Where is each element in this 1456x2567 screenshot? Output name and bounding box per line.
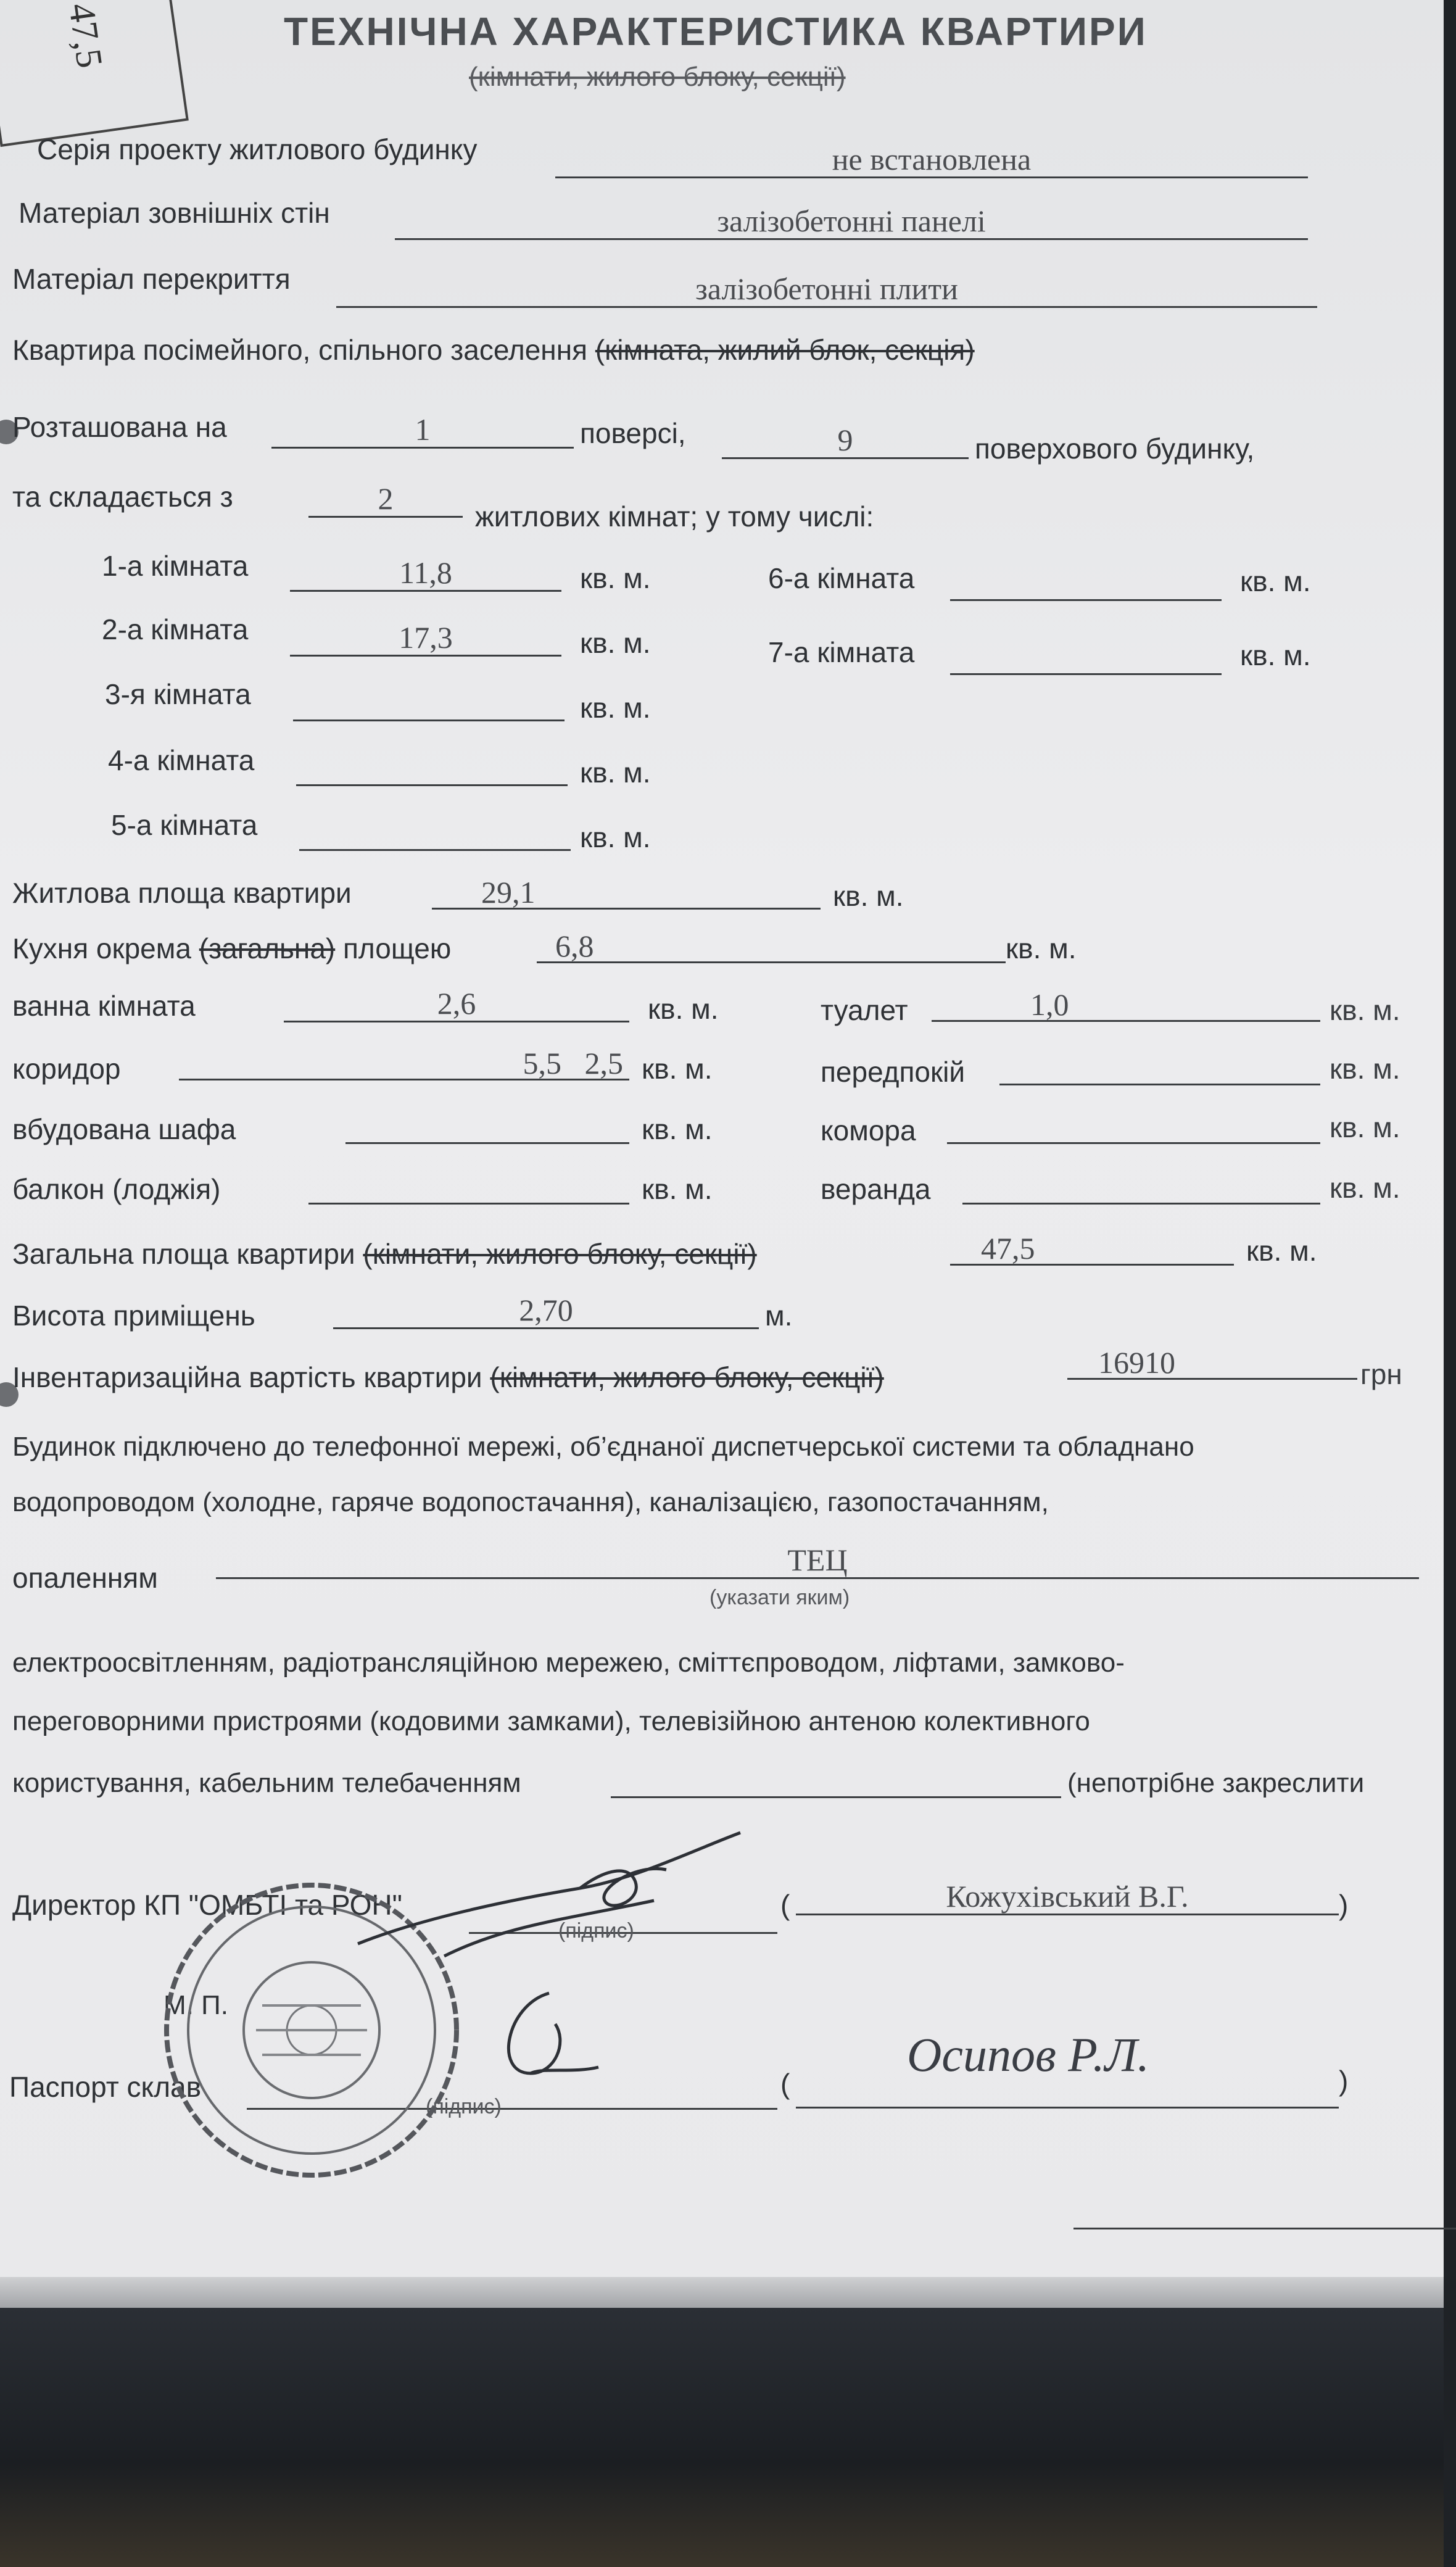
seal-place-label: М. П. xyxy=(163,1990,228,2020)
room-3-label: 3-я кімната xyxy=(105,678,251,710)
room-7-unit: кв. м. xyxy=(1240,639,1311,671)
toilet-label: туалет xyxy=(821,994,908,1026)
living-area-label: Житлова площа квартири xyxy=(12,877,352,909)
kitchen-label xyxy=(12,932,451,965)
director-sign-hint: (підпис) xyxy=(558,1919,634,1943)
kitchen-value: 6,8 xyxy=(537,929,1006,963)
heating-label: опаленням xyxy=(12,1562,158,1594)
room-1-label: 1-а кімната xyxy=(102,550,249,582)
utilities-line-4: електроосвітленням, радіотрансляційною мережею, сміттєпроводом, ліфтами, замково- xyxy=(12,1648,1125,1678)
compiler-paren-close: ) xyxy=(1339,2065,1349,2097)
closet-value xyxy=(345,1108,629,1144)
utilities-line-6: користування, кабельним телебаченням xyxy=(12,1768,521,1798)
kitchen-label-struck: (загальна) xyxy=(199,932,336,964)
room-2-label: 2-а кімната xyxy=(102,613,249,645)
compiler-paren-open: ( xyxy=(780,2068,790,2100)
room-3-value xyxy=(293,685,565,721)
inventory-unit: грн xyxy=(1360,1358,1402,1390)
document-subtitle: (кімнати, жилого блоку, секції) xyxy=(469,62,846,92)
director-paren-close: ) xyxy=(1339,1889,1349,1921)
room-7-label: 7-а кімната xyxy=(768,636,915,668)
veranda-label: веранда xyxy=(821,1173,931,1205)
room-4-unit: кв. м. xyxy=(580,757,651,789)
storage-label: комора xyxy=(821,1114,916,1147)
total-area-label-a: Загальна площа квартири xyxy=(12,1238,355,1270)
living-area-unit: кв. м. xyxy=(833,880,904,912)
background-surface xyxy=(0,2308,1444,2567)
located-value: 1 xyxy=(271,412,574,449)
apartment-type-struck: (кімната, жилий блок, секція) xyxy=(595,334,975,366)
veranda-unit: кв. м. xyxy=(1330,1172,1400,1204)
room-5-value xyxy=(299,815,571,851)
floor-value: залізобетонні плити xyxy=(336,272,1317,308)
kitchen-label-a: Кухня окрема xyxy=(12,932,191,964)
walls-value: залізобетонні панелі xyxy=(395,204,1308,240)
bottom-right-line xyxy=(1073,2215,1456,2229)
balcony-unit: кв. м. xyxy=(642,1173,713,1205)
room-6-unit: кв. м. xyxy=(1240,565,1311,597)
toilet-unit: кв. м. xyxy=(1330,994,1400,1026)
corner-stamp-box xyxy=(0,0,189,147)
total-area-label xyxy=(12,1237,757,1271)
room-4-value xyxy=(296,750,568,786)
room-7-value xyxy=(950,639,1222,675)
room-1-unit: кв. м. xyxy=(580,562,651,594)
total-area-unit: кв. м. xyxy=(1246,1235,1317,1267)
corridor-value: 5,5 2,5 xyxy=(179,1046,629,1080)
document-title: ТЕХНІЧНА ХАРАКТЕРИСТИКА КВАРТИРИ xyxy=(284,9,1148,54)
rooms-tail: житлових кімнат; у тому числі: xyxy=(475,500,874,533)
bath-value: 2,6 xyxy=(284,986,629,1022)
closet-label: вбудована шафа xyxy=(12,1113,236,1145)
lobby-unit: кв. м. xyxy=(1330,1053,1400,1085)
compiler-sign-hint: (підпис) xyxy=(426,2095,502,2118)
bath-label: ванна кімната xyxy=(12,990,196,1022)
director-name: Кожухівський В.Г. xyxy=(796,1879,1339,1915)
heating-hint: (указати яким) xyxy=(709,1586,850,1609)
balcony-value xyxy=(308,1168,629,1205)
room-4-label: 4-а кімната xyxy=(108,744,255,776)
apartment-type xyxy=(12,333,975,367)
room-2-unit: кв. м. xyxy=(580,627,651,659)
kitchen-label-c: площею xyxy=(343,932,452,964)
inventory-label-struck: (кімнати, жилого блоку, секції) xyxy=(490,1361,884,1393)
bath-unit: кв. м. xyxy=(648,993,719,1025)
consists-label: та складається з xyxy=(12,481,233,513)
room-5-label: 5-а кімната xyxy=(111,809,258,841)
corridor-label: коридор xyxy=(12,1053,121,1085)
heating-value: ТЕЦ xyxy=(216,1543,1419,1579)
compiler-label: Паспорт склав xyxy=(9,2071,202,2103)
inventory-value: 16910 xyxy=(1067,1345,1357,1380)
room-6-label: 6-а кімната xyxy=(768,562,915,594)
toilet-value: 1,0 xyxy=(932,987,1320,1022)
director-label: Директор КП "ОМБТІ та РОН" xyxy=(12,1889,402,1921)
director-paren-open: ( xyxy=(780,1889,790,1921)
located-label: Розташована на xyxy=(12,411,227,443)
corridor-unit: кв. м. xyxy=(642,1053,713,1085)
room-3-unit: кв. м. xyxy=(580,692,651,724)
utilities-line-1: Будинок підключено до телефонної мережі, об’єднаної диспетчерської системи та обладнано xyxy=(12,1432,1194,1462)
total-area-label-struck: (кімнати, жилого блоку, секції) xyxy=(363,1238,757,1270)
compiler-name: Осипов Р.Л. xyxy=(907,2028,1149,2081)
walls-label: Матеріал зовнішніх стін xyxy=(19,197,330,229)
height-unit: м. xyxy=(765,1300,793,1332)
utilities-line-2: водопроводом (холодне, гаряче водопостачання), каналізацією, газопостачанням, xyxy=(12,1487,1049,1517)
room-6-value xyxy=(950,565,1222,601)
kitchen-unit: кв. м. xyxy=(1006,932,1077,964)
corner-value: 47,5 xyxy=(61,1,111,71)
project-value: не встановлена xyxy=(555,142,1308,178)
cable-tv-blank xyxy=(611,1762,1061,1798)
total-area-value: 47,5 xyxy=(950,1231,1234,1266)
veranda-value xyxy=(962,1168,1320,1205)
floor-word: поверсі, xyxy=(580,417,686,449)
living-area-value: 29,1 xyxy=(432,875,821,910)
compiler-signature-icon xyxy=(481,1981,605,2098)
storeys-value: 9 xyxy=(722,423,969,459)
room-1-value: 11,8 xyxy=(290,555,561,592)
director-signature-icon xyxy=(345,1827,814,1962)
height-label: Висота приміщень xyxy=(12,1300,255,1332)
rooms-count: 2 xyxy=(308,481,463,518)
inventory-label xyxy=(12,1361,884,1394)
storage-value xyxy=(947,1108,1320,1144)
storage-unit: кв. м. xyxy=(1330,1111,1400,1143)
room-2-value: 17,3 xyxy=(290,620,561,657)
floor-label: Матеріал перекриття xyxy=(12,263,291,295)
lobby-value xyxy=(999,1049,1320,1085)
room-5-unit: кв. м. xyxy=(580,821,651,853)
utilities-line-5: переговорними пристроями (кодовими замками), телевізійною антеною колективного xyxy=(12,1706,1090,1736)
balcony-label: балкон (лоджія) xyxy=(12,1173,221,1205)
storeys-label: поверхового будинку, xyxy=(975,433,1255,465)
height-value: 2,70 xyxy=(333,1293,759,1329)
lobby-label: передпокій xyxy=(821,1056,966,1088)
inventory-label-a: Інвентаризаційна вартість квартири xyxy=(12,1361,482,1393)
project-label: Серія проекту житлового будинку xyxy=(37,133,478,165)
closet-unit: кв. м. xyxy=(642,1113,713,1145)
apartment-type-label: Квартира посімейного, спільного заселення xyxy=(12,334,588,366)
utilities-line-6-note: (непотрібне закреслити xyxy=(1067,1768,1365,1798)
